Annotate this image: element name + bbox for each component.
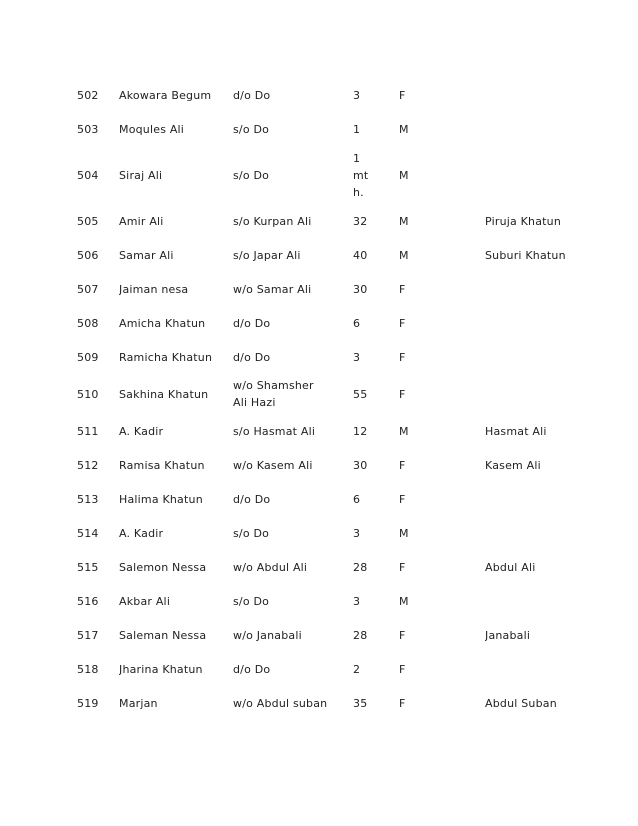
table-row [0, 272, 638, 306]
serial-number: 504 [77, 168, 99, 182]
guardian: Kasem Ali [485, 458, 541, 472]
guardian: Suburi Khatun [485, 248, 566, 262]
guardian [485, 78, 638, 112]
table-row [0, 652, 638, 686]
age: 30 [353, 282, 368, 296]
guardian: Abdul Suban [485, 696, 557, 710]
serial-number: 518 [77, 662, 99, 676]
relation: s/o Do [233, 594, 270, 608]
person-name: A. Kadir [119, 424, 164, 438]
relation: s/o Japar Ali [233, 248, 301, 262]
relation: s/o Do [233, 526, 270, 540]
serial-number: 517 [77, 628, 99, 642]
guardian [485, 516, 638, 550]
serial-number: 512 [77, 458, 99, 472]
guardian: Piruja Khatun [485, 214, 562, 228]
sex: M [399, 168, 409, 182]
age: 40 [353, 248, 368, 262]
guardian [485, 306, 638, 340]
person-name: Akowara Begum [119, 88, 212, 102]
table-row [0, 306, 638, 340]
serial-number: 507 [77, 282, 99, 296]
table-row [0, 550, 638, 584]
age-line: h. [353, 185, 364, 199]
person-name: Amicha Khatun [119, 316, 206, 330]
relation-line: Ali Hazi [233, 396, 276, 409]
relation: s/o Hasmat Ali [233, 424, 316, 438]
table-row [0, 340, 638, 374]
serial-number: 508 [77, 316, 99, 330]
guardian: Hasmat Ali [485, 424, 547, 438]
table-row [0, 112, 638, 146]
person-name: A. Kadir [119, 526, 164, 540]
serial-number: 519 [77, 696, 99, 710]
person-name: Siraj Ali [119, 168, 163, 182]
guardian [485, 482, 638, 516]
age: 30 [353, 458, 368, 472]
sex: F [399, 662, 406, 676]
guardian [485, 652, 638, 686]
guardian [485, 340, 638, 374]
guardian [485, 584, 638, 618]
relation: d/o Do [233, 492, 271, 506]
person-name: Saleman Nessa [119, 628, 207, 642]
guardian [485, 374, 638, 414]
serial-number: 503 [77, 122, 99, 136]
person-name: Halima Khatun [119, 492, 203, 506]
table-row [0, 686, 638, 720]
sex: M [399, 424, 409, 438]
sex: M [399, 248, 409, 262]
sex: F [399, 282, 406, 296]
person-name: Ramisa Khatun [119, 458, 205, 472]
age: 3 [353, 526, 361, 540]
relation: d/o Do [233, 350, 271, 364]
table-row [0, 618, 638, 652]
sex: M [399, 526, 409, 540]
guardian [485, 112, 638, 146]
age: 2 [353, 662, 361, 676]
sex: F [399, 458, 406, 472]
guardian [485, 146, 638, 204]
age: 6 [353, 492, 361, 506]
relation [233, 374, 353, 414]
person-name: Ramicha Khatun [119, 350, 213, 364]
serial-number: 505 [77, 214, 99, 228]
sex: F [399, 350, 406, 364]
table-row [0, 516, 638, 550]
serial-number: 502 [77, 88, 99, 102]
guardian: Janabali [485, 628, 531, 642]
age: 28 [353, 628, 368, 642]
age: 28 [353, 560, 368, 574]
guardian [485, 272, 638, 306]
age-line: mt [353, 168, 369, 182]
sex: F [399, 628, 406, 642]
table-row [0, 448, 638, 482]
person-name: Samar Ali [119, 248, 174, 262]
table-row [0, 414, 638, 448]
serial-number: 514 [77, 526, 99, 540]
sex: F [399, 492, 406, 506]
record-table [0, 78, 638, 720]
relation-line: w/o Shamsher [233, 379, 314, 392]
person-name: Jharina Khatun [119, 662, 203, 676]
sex: F [399, 696, 406, 710]
age: 12 [353, 424, 368, 438]
relation: d/o Do [233, 88, 271, 102]
sex: M [399, 594, 409, 608]
serial-number: 516 [77, 594, 99, 608]
sex: M [399, 214, 409, 228]
person-name: Sakhina Khatun [119, 387, 209, 401]
sex: F [399, 316, 406, 330]
sex: M [399, 122, 409, 136]
guardian: Abdul Ali [485, 560, 536, 574]
relation: w/o Kasem Ali [233, 458, 313, 472]
table-row [0, 482, 638, 516]
relation: s/o Kurpan Ali [233, 214, 312, 228]
table-row [0, 204, 638, 238]
table-row [0, 584, 638, 618]
person-name: Akbar Ali [119, 594, 171, 608]
person-name: Marjan [119, 696, 158, 710]
relation: s/o Do [233, 168, 270, 182]
age [353, 146, 399, 204]
serial-number: 511 [77, 424, 99, 438]
table-row [0, 238, 638, 272]
person-name: Moqules Ali [119, 122, 185, 136]
table-row [0, 146, 638, 204]
serial-number: 513 [77, 492, 99, 506]
age: 32 [353, 214, 368, 228]
age: 55 [353, 387, 368, 401]
relation: d/o Do [233, 316, 271, 330]
age-line: 1 [353, 151, 361, 165]
relation: d/o Do [233, 662, 271, 676]
age: 3 [353, 350, 361, 364]
serial-number: 509 [77, 350, 99, 364]
person-name: Salemon Nessa [119, 560, 207, 574]
serial-number: 506 [77, 248, 99, 262]
serial-number: 515 [77, 560, 99, 574]
table-row [0, 374, 638, 414]
relation: w/o Abdul Ali [233, 560, 308, 574]
record-table-container [0, 78, 638, 720]
sex: F [399, 88, 406, 102]
relation: w/o Samar Ali [233, 282, 312, 296]
age: 3 [353, 88, 361, 102]
relation: w/o Janabali [233, 628, 302, 642]
age: 3 [353, 594, 361, 608]
relation: w/o Abdul suban [233, 696, 328, 710]
person-name: Amir Ali [119, 214, 164, 228]
person-name: Jaiman nesa [119, 282, 189, 296]
age: 1 [353, 122, 361, 136]
sex: F [399, 387, 406, 401]
table-row [0, 78, 638, 112]
relation: s/o Do [233, 122, 270, 136]
sex: F [399, 560, 406, 574]
age: 35 [353, 696, 368, 710]
serial-number: 510 [77, 387, 99, 401]
age: 6 [353, 316, 361, 330]
